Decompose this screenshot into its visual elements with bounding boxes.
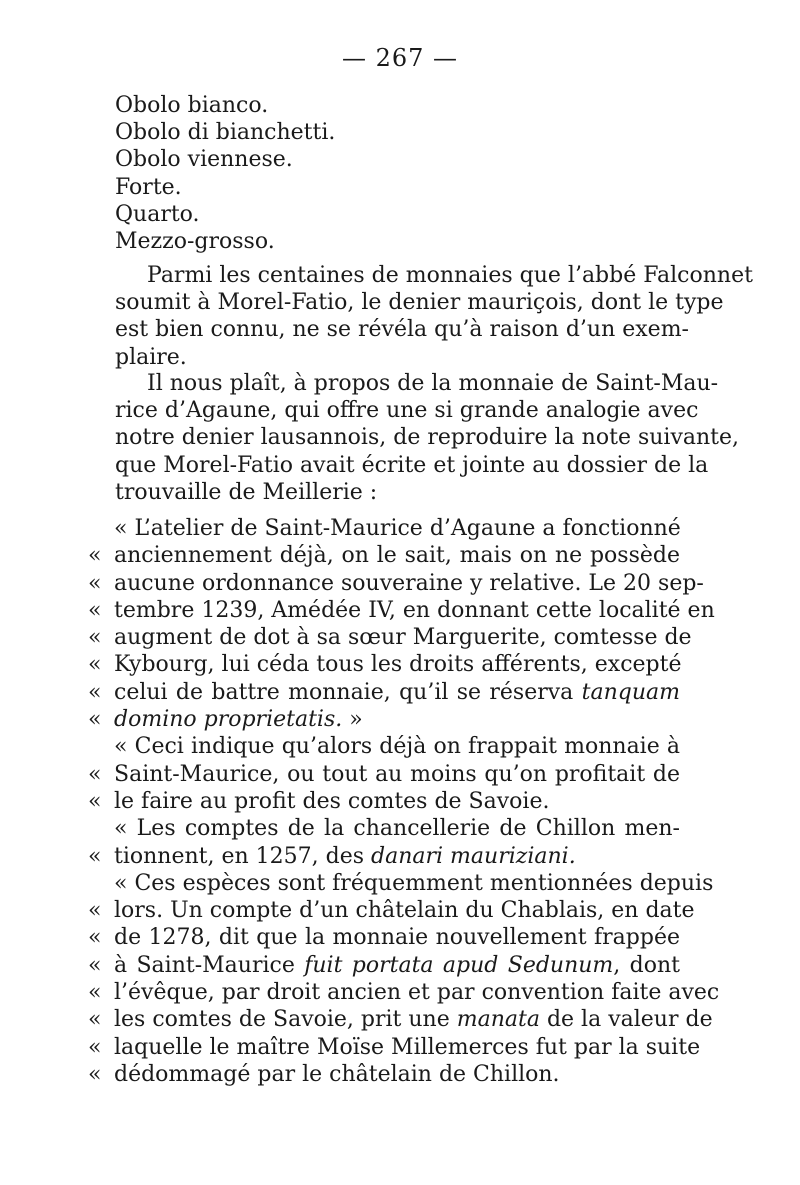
quote-text: le faire au profit des comtes de Savoie. [114, 788, 550, 814]
quote-mark: « [88, 1007, 102, 1033]
quote-text-segment: à Saint-Maurice [114, 952, 305, 978]
quote-line [88, 979, 720, 1006]
text-line: Parmi les centaines de monnaies que l’abbé Falconnet [147, 263, 753, 288]
italian-phrase: danari mauriziani. [371, 843, 576, 869]
text-line: soumit à Morel-Fatio, le denier mauriçois, dont le type [115, 290, 724, 316]
quote-text-segment: , dont [613, 952, 680, 978]
latin-phrase: domino proprietatis. [114, 707, 343, 733]
quote-line [88, 815, 680, 842]
quote-mark: « [88, 597, 102, 623]
quote-mark: « [88, 1034, 102, 1060]
text-line: que Morel-Fatio avait écrite et jointe au dossier de la [115, 452, 709, 478]
paragraph-falconnet [115, 262, 753, 371]
quote-line [88, 897, 695, 924]
quote-line [88, 924, 680, 951]
quote-text: Kybourg, lui céda tous les droits afférents, excepté [114, 652, 682, 678]
quote-line [88, 570, 704, 597]
quote-text: « Ces espèces sont fréquemment mentionnées depuis [114, 870, 714, 896]
quote-mark: « [88, 570, 102, 596]
text-line: Il nous plaît, à propos de la monnaie de Saint-Mau- [147, 371, 719, 396]
quote-text: « L’atelier de Saint-Maurice d’Agaune a fonctionné [114, 516, 681, 541]
quote-line [88, 706, 680, 733]
quote-mark: « [88, 652, 102, 678]
quote-text-segment: » [342, 707, 363, 733]
quote-line [88, 733, 680, 760]
latin-phrase: tanquam [581, 679, 680, 705]
quote-text [114, 843, 680, 870]
quote-line [88, 624, 692, 651]
quote-line [88, 761, 680, 788]
quote-text: de 1278, dit que la monnaie nouvellement frappée [114, 925, 680, 951]
quote-text: aucune ordonnance souveraine y relative. Le 20 sep- [114, 570, 704, 596]
quote-mark: « [88, 898, 102, 924]
list-item: Obolo bianco. [115, 93, 269, 118]
quote-text [114, 706, 680, 733]
list-item: Mezzo-grosso. [115, 229, 275, 255]
quote-line [88, 952, 680, 979]
quote-text: anciennement déjà, on le sait, mais on ne possède [114, 543, 680, 569]
latin-term: manata [456, 1007, 540, 1033]
quote-text: « Les comptes de la chancellerie de Chillon men- [114, 816, 680, 842]
paragraph-saint-maurice [115, 370, 740, 506]
quote-text-segment: les comtes de Savoie, prit une [114, 1007, 457, 1033]
quote-line [88, 515, 680, 542]
quote-line [88, 651, 680, 678]
quote-text: lors. Un compte d’un châtelain du Chablais, en date [114, 898, 695, 924]
quote-text: tembre 1239, Amédée IV, en donnant cette localité en [114, 597, 715, 623]
quote-text-segment: celui de battre monnaie, qu’il se réserva [114, 679, 582, 705]
text-line: est bien connu, ne se révéla qu’à raison d’un exem- [115, 317, 689, 343]
quote-text: dédommagé par le châtelain de Chillon. [114, 1061, 560, 1087]
latin-phrase: fuit portata apud Sedunum [304, 952, 614, 978]
quote-mark: « [88, 843, 102, 869]
quote-text: augment de dot à sa sœur Marguerite, comtesse de [114, 625, 692, 651]
text-line: trouvaille de Meillerie : [115, 479, 378, 505]
quote-text: Saint-Maurice, ou tout au moins qu’on profitait de [114, 761, 680, 787]
quote-line [88, 870, 714, 897]
quote-mark: « [88, 625, 102, 651]
quote-line [88, 679, 680, 706]
quote-text [114, 952, 680, 979]
quote-mark: « [88, 952, 102, 978]
quote-line [88, 1034, 701, 1061]
list-item: Obolo di bianchetti. [115, 120, 336, 146]
list-item: Forte. [115, 174, 182, 200]
quote-mark: « [88, 679, 102, 705]
quote-text-segment: tionnent, en 1257, des [114, 843, 372, 869]
quote-line [88, 597, 715, 624]
text-line: notre denier lausannois, de reproduire la note suivante, [115, 425, 740, 451]
list-item: Quarto. [115, 201, 200, 227]
quote-mark: « [88, 980, 102, 1006]
quotation-note [88, 515, 720, 1088]
quote-line [88, 788, 680, 815]
quote-text: « Ceci indique qu’alors déjà on frappait monnaie à [114, 734, 680, 760]
text-line: rice d’Agaune, qui offre une si grande analogie avec [115, 398, 699, 424]
coin-list [115, 92, 335, 255]
quote-mark: « [88, 707, 102, 733]
quote-mark: « [88, 1061, 102, 1087]
quote-text: laquelle le maître Moïse Millemerces fut par la suite [114, 1034, 701, 1060]
text-line: plaire. [115, 344, 187, 370]
quote-text-segment: de la valeur de [539, 1007, 713, 1033]
list-item: Obolo viennese. [115, 147, 293, 173]
quote-mark: « [88, 543, 102, 569]
quote-line [88, 1061, 680, 1088]
quote-mark: « [88, 761, 102, 787]
quote-text [114, 1006, 713, 1033]
quote-line [88, 843, 680, 870]
quote-line [88, 1006, 713, 1033]
quote-text [114, 679, 680, 706]
page-number: — 267 — [341, 44, 459, 72]
quote-mark: « [88, 925, 102, 951]
quote-mark: « [88, 788, 102, 814]
quote-line [88, 542, 680, 569]
quote-text: l’évêque, par droit ancien et par convention faite avec [114, 980, 720, 1006]
